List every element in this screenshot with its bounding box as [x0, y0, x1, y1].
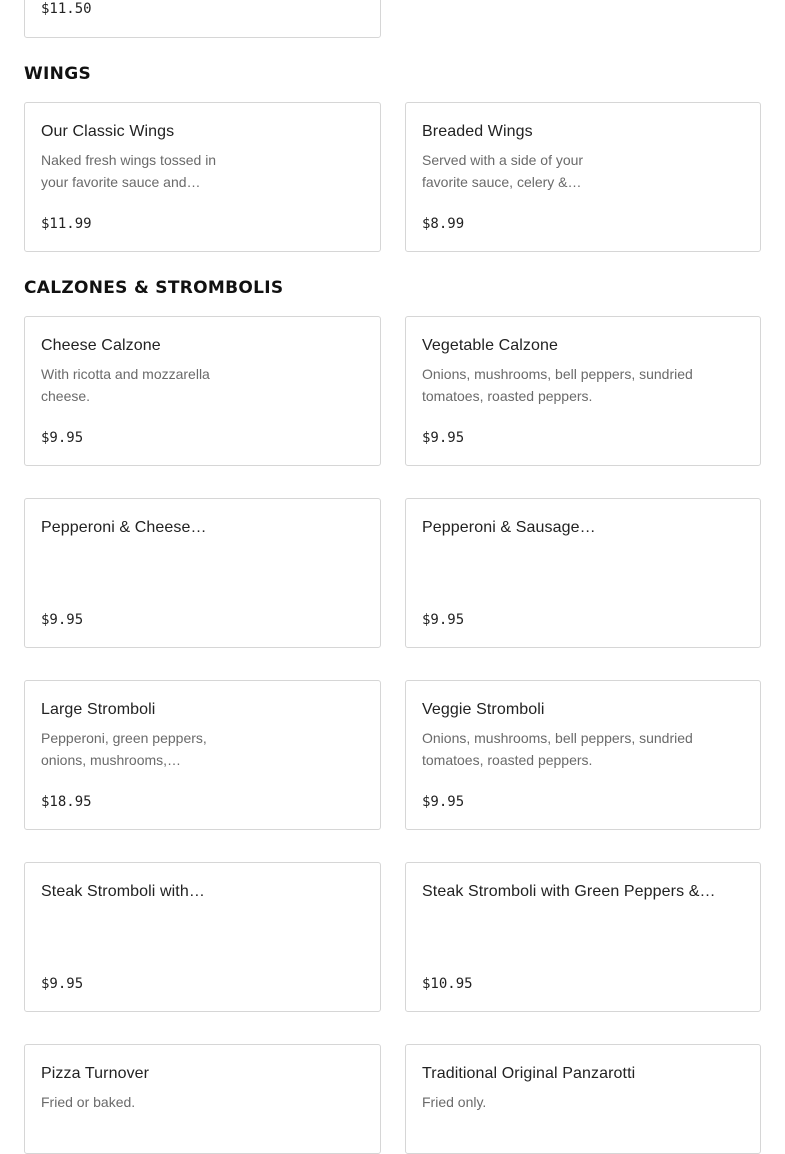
menu-item-card-traditional-panzarotti[interactable] [405, 1044, 761, 1154]
menu-item-card-cheese-calzone[interactable] [24, 316, 381, 466]
item-description: Pepperoni, green peppers, onions, mushrooms,… [41, 730, 207, 768]
menu-item-card-partial[interactable] [24, 0, 381, 38]
item-name: Vegetable Calzone [422, 337, 559, 354]
section-title-wings: WINGS [24, 64, 92, 84]
item-price: $9.95 [41, 430, 84, 446]
item-name: Veggie Stromboli [422, 701, 545, 718]
menu-item-card-steak-stromboli[interactable] [24, 862, 381, 1012]
section-title-calzones-strombolis: CALZONES & STROMBOLIS [24, 278, 284, 298]
item-name: Steak Stromboli with Green Peppers &… [422, 883, 716, 900]
item-price: $9.95 [422, 794, 465, 810]
menu-item-card-steak-stromboli-green-peppers[interactable] [405, 862, 761, 1012]
item-description: Onions, mushrooms, bell peppers, sundried tomatoes, roasted peppers. [422, 366, 693, 404]
item-description: Onions, mushrooms, bell peppers, sundried tomatoes, roasted peppers. [422, 730, 693, 768]
menu-item-card-vegetable-calzone[interactable] [405, 316, 761, 466]
item-price: $18.95 [41, 794, 92, 810]
menu-item-card-veggie-stromboli[interactable] [405, 680, 761, 830]
item-description: Fried only. [422, 1094, 487, 1110]
item-name: Pepperoni & Cheese… [41, 519, 207, 536]
item-name: Breaded Wings [422, 123, 533, 140]
item-name: Cheese Calzone [41, 337, 161, 354]
item-name: Pizza Turnover [41, 1065, 150, 1082]
item-price: $11.99 [41, 216, 92, 232]
item-price: $9.95 [41, 976, 84, 992]
item-price: $9.95 [422, 612, 465, 628]
menu-item-card-large-stromboli[interactable] [24, 680, 381, 830]
item-description: Served with a side of your favorite sauce, celery &… [422, 152, 584, 190]
item-description: With ricotta and mozzarella cheese. [41, 366, 210, 404]
menu-item-card-classic-wings[interactable] [24, 102, 381, 252]
menu-item-card-pepperoni-sausage[interactable] [405, 498, 761, 648]
menu-item-card-pepperoni-cheese[interactable] [24, 498, 381, 648]
item-name: Our Classic Wings [41, 123, 175, 140]
item-name: Steak Stromboli with… [41, 883, 205, 900]
item-name: Pepperoni & Sausage… [422, 519, 596, 536]
item-description: Fried or baked. [41, 1094, 136, 1110]
item-description: Naked fresh wings tossed in your favorite sauce and… [41, 152, 217, 190]
item-price: $9.95 [41, 612, 84, 628]
menu-item-card-breaded-wings[interactable] [405, 102, 761, 252]
item-price: $11.50 [41, 1, 92, 17]
item-price: $9.95 [422, 430, 465, 446]
item-price: $8.99 [422, 216, 465, 232]
item-name: Traditional Original Panzarotti [422, 1065, 636, 1082]
item-name: Large Stromboli [41, 701, 156, 718]
menu-item-card-pizza-turnover[interactable] [24, 1044, 381, 1154]
item-price: $10.95 [422, 976, 473, 992]
